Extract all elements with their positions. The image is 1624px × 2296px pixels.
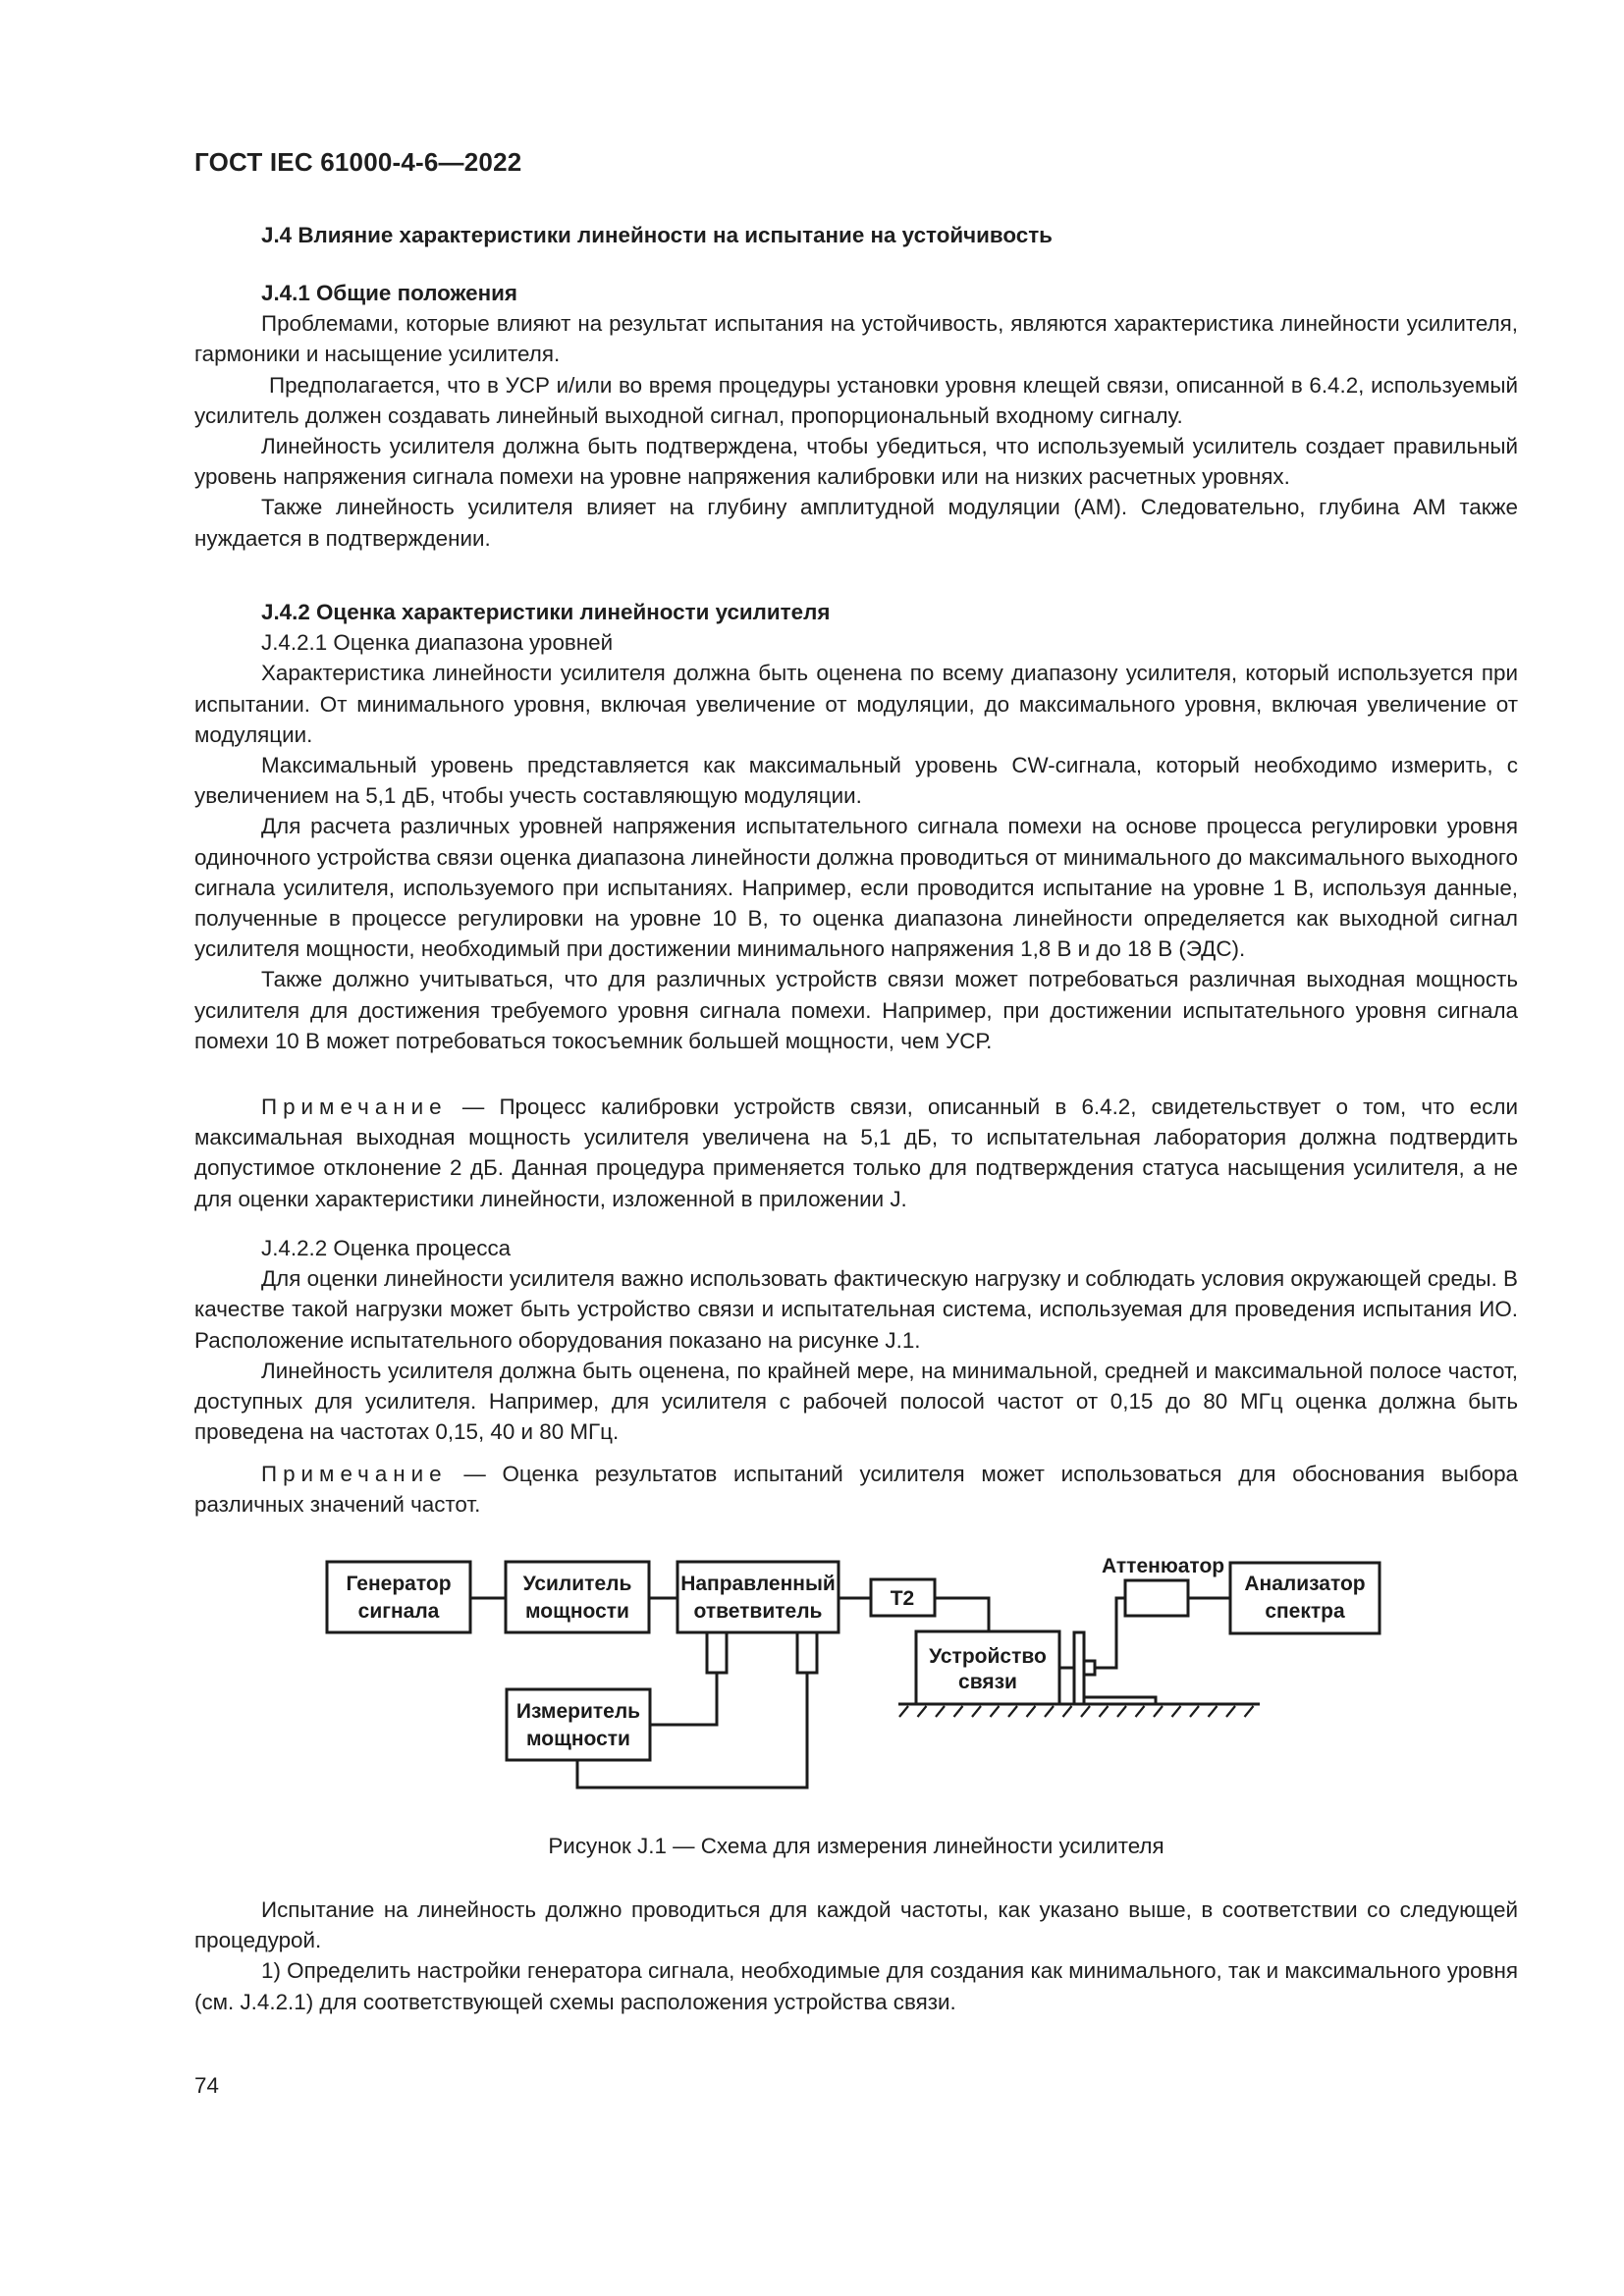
- section-title-j4: J.4 Влияние характеристики линейности на испытание на устойчивость: [261, 223, 1053, 247]
- note-dash: —: [447, 1095, 500, 1119]
- ground-hatch-mark: [1063, 1706, 1072, 1717]
- label-coupler-2: ответвитель: [693, 1600, 823, 1623]
- label-coupling-device-2: связи: [958, 1671, 1017, 1693]
- paragraph: Для расчета различных уровней напряжения испытательного сигнала помехи на основе процесса регулировки уровня одиночного устройства связи оценка диапазона линейности должна проводиться от минимального до максимального выходного сигнала усилителя, используемого при испытаниях. Например, если проводится испытание на уровне 1 В, используя данные, полученные в процессе регулировки на уровне 10 В, то оценка диапазона линейности определяется как выходной сигнал усилителя мощности, необходимый при достижении минимального напряжения 1,8 В и до 18 В (ЭДС).: [194, 814, 1518, 962]
- figure-caption: Рисунок J.1 — Схема для измерения линейности усилителя: [548, 1834, 1164, 1858]
- label-analyzer-2: спектра: [1265, 1600, 1345, 1623]
- label-generator-2: сигнала: [357, 1600, 440, 1623]
- ground-hatch-mark: [1008, 1706, 1017, 1717]
- note-text: Процесс калибровки устройств связи, описанный в 6.4.2, свидетельствует о том, что если максимальная выходная мощность усилителя увеличена на 5,1 дБ, то испытательная лаборатория должна подтвердить допустимое отклонение 2 дБ. Данная процедура применяется только для подтверждения статуса насыщения усилителя, а не для оценки характеристики линейности, изложенной в приложении J.: [194, 1095, 1518, 1211]
- plate-connector: [1084, 1661, 1095, 1675]
- subsection-title-j421: J.4.2.1 Оценка диапазона уровней: [261, 630, 614, 656]
- ground-hatch-mark: [954, 1706, 963, 1717]
- paragraph: Также линейность усилителя влияет на глубину амплитудной модуляции (АМ). Следовательно, глубина АМ также нуждается в подтверждении.: [194, 495, 1518, 551]
- label-power-meter-1: Измеритель: [515, 1700, 641, 1723]
- section-title-j41: J.4.1 Общие положения: [261, 281, 517, 305]
- label-generator-1: Генератор: [346, 1573, 452, 1595]
- ground-hatch-mark: [1245, 1706, 1254, 1717]
- page-number: 74: [194, 2073, 219, 2098]
- ground-hatch-mark: [1154, 1706, 1163, 1717]
- subsection-title-j422: J.4.2.2 Оценка процесса: [261, 1236, 512, 1260]
- ground-hatch-mark: [1027, 1706, 1036, 1717]
- label-power-meter-2: мощности: [526, 1728, 630, 1750]
- note-dash: —: [447, 1462, 503, 1486]
- document-code-header: ГОСТ IEC 61000-4-6—2022: [194, 147, 522, 177]
- label-analyzer-1: Анализатор: [1244, 1573, 1366, 1595]
- procedure-step-1: 1) Определить настройки генератора сигнала, необходимые для создания как минимального, так и максимального уровня (см. J.4.2.1) для соответствующей схемы расположения устройства связи.: [194, 1958, 1518, 2014]
- block-attenuator: [1125, 1580, 1188, 1616]
- ground-hatch-mark: [936, 1706, 945, 1717]
- ground-hatch-mark: [991, 1706, 1000, 1717]
- label-coupling-device-1: Устройство: [929, 1645, 1047, 1668]
- procedure-text: [194, 1895, 1518, 2017]
- coupler-port-reflected: [797, 1632, 817, 1673]
- paragraph: Предполагается, что в УСР и/или во время процедуры установки уровня клещей связи, описанной в 6.4.2, используемый усилитель должен создавать линейный выходной сигнал, пропорциональный входному сигналу.: [194, 372, 1518, 428]
- paragraph: Также должно учитываться, что для различных устройств связи может потребоваться различная выходная мощность усилителя для достижения требуемого уровня сигнала помехи. Например, при достижении испытательного уровня сигнала помехи 10 В может потребоваться токосъемник большей мощности, чем УСР.: [194, 967, 1518, 1053]
- ground-hatch-mark: [899, 1706, 908, 1717]
- note-label: Примечание: [261, 1095, 448, 1119]
- note-label: Примечание: [261, 1462, 448, 1486]
- label-amplifier-2: мощности: [525, 1600, 629, 1623]
- paragraph: Проблемами, которые влияют на результат испытания на устойчивость, являются характеристика линейности усилителя, гармоники и насыщение усилителя.: [194, 311, 1518, 367]
- coupler-port-forward: [707, 1632, 727, 1673]
- ground-hatch-mark: [1190, 1706, 1199, 1717]
- label-t2: T2: [890, 1587, 915, 1610]
- paragraph: Для оценки линейности усилителя важно использовать фактическую нагрузку и соблюдать условия окружающей среды. В качестве такой нагрузки может быть устройство связи и испытательная система, используемая для проведения испытания ИО. Расположение испытательного оборудования показано на рисунке J.1.: [194, 1266, 1518, 1353]
- ground-hatch-mark: [972, 1706, 981, 1717]
- paragraph: Максимальный уровень представляется как максимальный уровень CW-сигнала, который необходимо измерить, с увеличением на 5,1 дБ, чтобы учесть составляющую модуляции.: [194, 753, 1518, 809]
- paragraph: Линейность усилителя должна быть подтверждена, чтобы убедиться, что используемый усилитель создает правильный уровень напряжения сигнала помехи на уровне напряжения калибровки или на низких расчетных уровнях.: [194, 434, 1518, 490]
- ground-hatch-mark: [1209, 1706, 1218, 1717]
- ground-hatching: [899, 1706, 1254, 1717]
- label-attenuator: Аттенюатор: [1102, 1555, 1225, 1577]
- ground-hatch-mark: [1081, 1706, 1090, 1717]
- section-title-j42: J.4.2 Оценка характеристики линейности усилителя: [261, 600, 831, 624]
- label-amplifier-1: Усилитель: [522, 1573, 632, 1595]
- ground-hatch-mark: [1172, 1706, 1181, 1717]
- paragraph: Характеристика линейности усилителя должна быть оценена по всему диапазону усилителя, который используется при испытании. От минимального уровня, включая увеличение от модуляции, до максимального уровня, включая увеличение от модуляции.: [194, 661, 1518, 747]
- ground-hatch-mark: [918, 1706, 927, 1717]
- paragraph: Линейность усилителя должна быть оценена, по крайней мере, на минимальной, средней и максимальной полосе частот, доступных для усилителя. Например, для усилителя с рабочей полосой частот от 0,15 до 80 МГц оценка должна быть проведена на частотах 0,15, 40 и 80 МГц.: [194, 1358, 1518, 1445]
- ground-hatch-mark: [1136, 1706, 1145, 1717]
- ground-hatch-mark: [1117, 1706, 1126, 1717]
- note-text: Оценка результатов испытаний усилителя может использоваться для обоснования выбора различных значений частот.: [194, 1462, 1518, 1518]
- paragraph: Испытание на линейность должно проводиться для каждой частоты, как указано выше, в соответствии со следующей процедурой.: [194, 1897, 1518, 1953]
- ground-hatch-mark: [1226, 1706, 1235, 1717]
- ground-hatch-mark: [1045, 1706, 1054, 1717]
- label-coupler-1: Направленный: [680, 1573, 836, 1595]
- ground-hatch-mark: [1100, 1706, 1109, 1717]
